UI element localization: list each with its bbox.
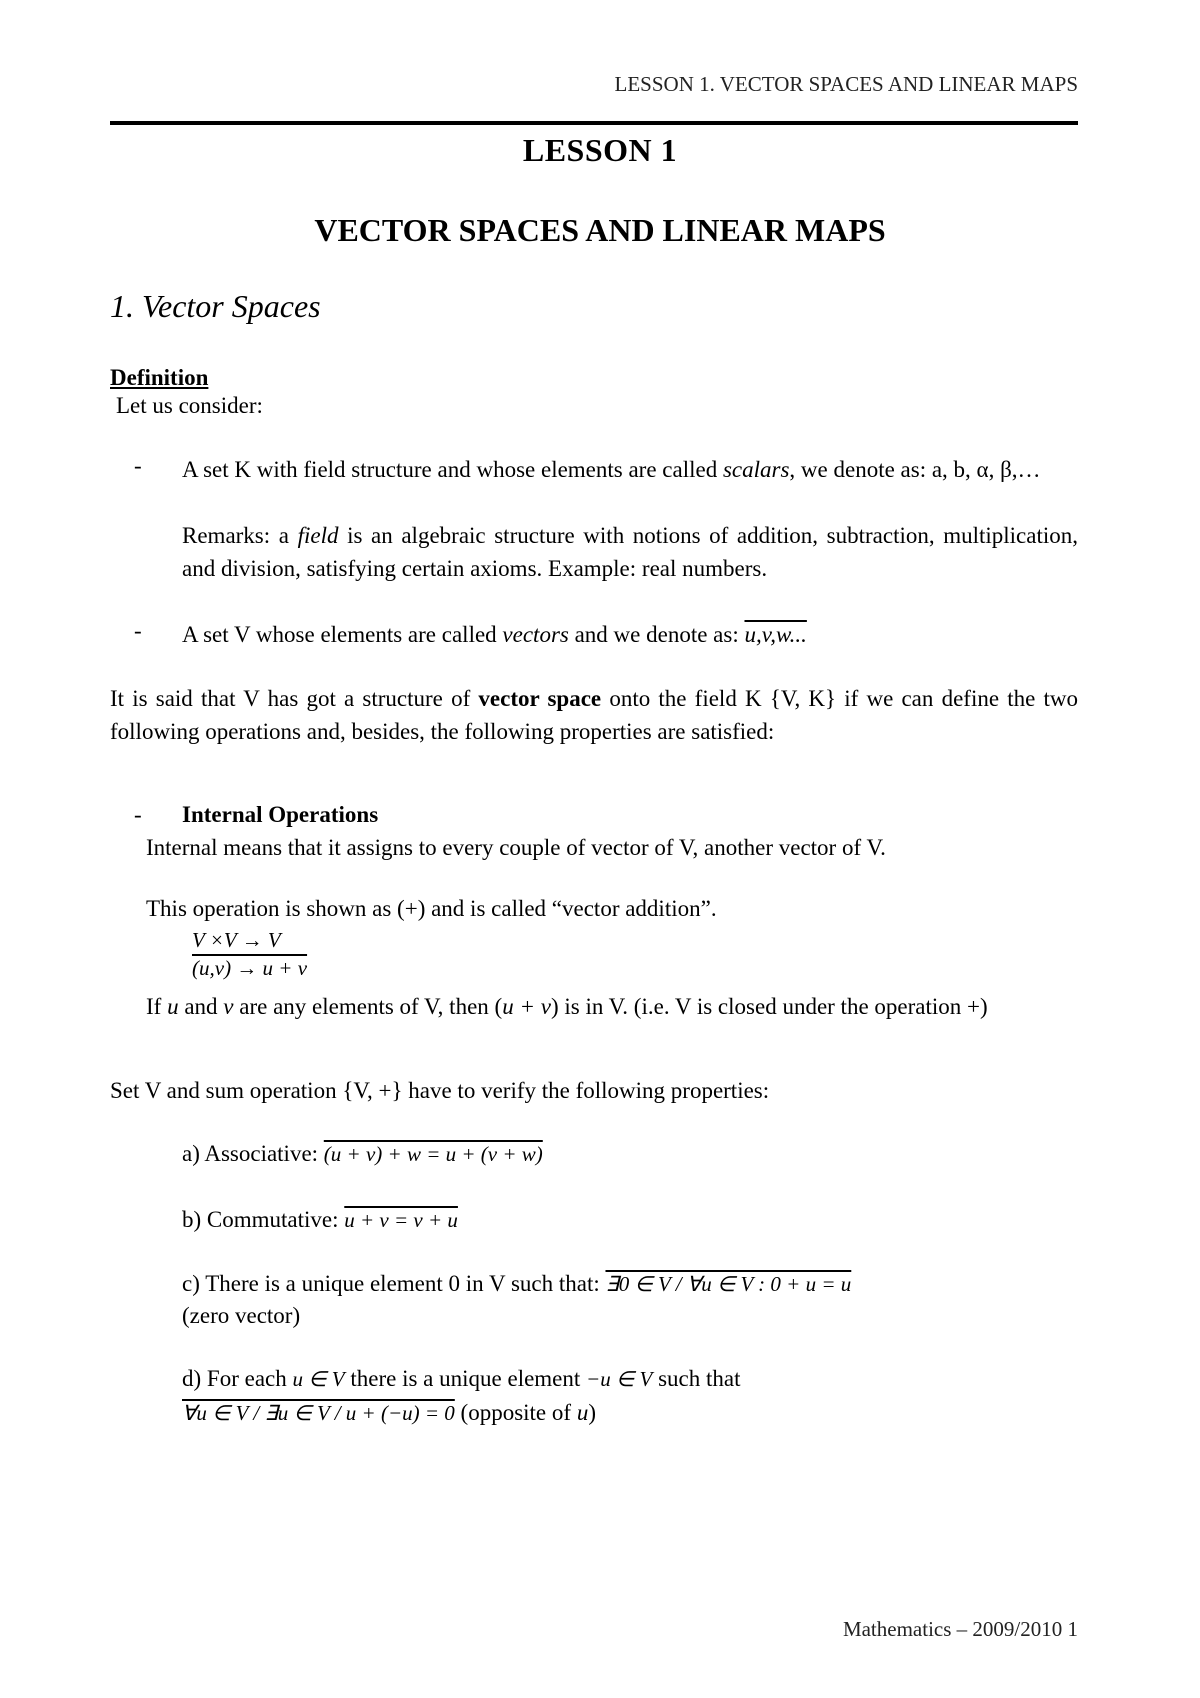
opposite-math-1: u ∈ V <box>292 1367 345 1391</box>
scalars-term: scalars <box>722 457 790 482</box>
associative-formula: (u + v) + w = u + (v + w) <box>323 1142 543 1166</box>
closure-c: are any elements of V, then ( <box>233 994 503 1019</box>
closure-uv: u + v <box>502 994 551 1019</box>
bullet2-text-a: A set V whose elements are called <box>182 622 503 647</box>
opposite-note-a: (opposite of <box>454 1400 577 1425</box>
lesson-title: LESSON 1 <box>522 132 678 168</box>
header-rule <box>110 121 1078 125</box>
page-footer: Mathematics – 2009/2010 1 <box>842 1617 1078 1641</box>
opposite-note-b: ) <box>588 1400 596 1425</box>
bullet-scalars <box>182 453 1078 486</box>
bullet2-text-b: and we denote as: <box>568 622 745 647</box>
bullet1-text-a: A set K with field structure and whose elements are called <box>182 457 723 482</box>
internal-operations-heading: Internal Operations <box>182 802 379 827</box>
closure-statement <box>146 990 1078 1023</box>
bullet1-text-b: , we denote as: a, b, α, β,… <box>789 457 1041 482</box>
closure-v: v <box>223 994 234 1019</box>
section-heading: 1. Vector Spaces <box>110 288 321 324</box>
opposite-math-2: −u ∈ V <box>586 1367 653 1391</box>
remark-field <box>182 519 1078 585</box>
running-header: LESSON 1. VECTOR SPACES AND LINEAR MAPS <box>614 72 1078 96</box>
vs-text-b: onto the field K {V, K} if we can define the two following operations and, besides, the following properties are satisfied: <box>110 686 1079 744</box>
property-opposite <box>182 1366 1078 1392</box>
closure-a: If <box>146 994 168 1019</box>
opposite-note-u: u <box>576 1400 589 1425</box>
definition-intro: Let us consider: <box>116 393 263 418</box>
vector-notation: u,v,w... <box>744 622 807 647</box>
set-sum-statement: Set V and sum operation {V, +} have to verify the following properties: <box>110 1078 770 1103</box>
bullet-marker: - <box>134 802 142 827</box>
vs-text-a: It is said that V has got a structure of <box>110 686 479 711</box>
zero-label: c) There is a unique element 0 in V such that: <box>182 1271 606 1296</box>
vectors-term: vectors <box>502 622 569 647</box>
remark-text-a: Remarks: a <box>182 523 298 548</box>
map-line-2: (u,v) → u + v <box>192 956 308 980</box>
closure-u: u <box>167 994 179 1019</box>
commutative-label: b) Commutative: <box>182 1207 345 1232</box>
opposite-formula: ∀u ∈ V / ∃u ∈ V / u + (−u) = 0 <box>182 1401 455 1425</box>
bullet-marker: - <box>134 453 142 478</box>
zero-vector-note: (zero vector) <box>182 1303 301 1328</box>
field-term: field <box>297 523 339 548</box>
closure-d: ) is in V. (i.e. V is closed under the operation +) <box>550 994 988 1019</box>
map-line-1: V ×V → V <box>192 928 281 952</box>
associative-label: a) Associative: <box>182 1141 324 1166</box>
definition-heading: Definition <box>110 365 209 390</box>
vector-space-term: vector space <box>478 686 602 711</box>
lesson-subtitle: VECTOR SPACES AND LINEAR MAPS <box>314 212 886 248</box>
commutative-formula: u + v = v + u <box>344 1208 458 1232</box>
zero-formula: ∃0 ∈ V / ∀u ∈ V : 0 + u = u <box>605 1272 852 1296</box>
opposite-text-b: there is a unique element <box>344 1366 587 1391</box>
bullet-marker: - <box>134 618 142 643</box>
closure-b: and <box>178 994 224 1019</box>
property-associative <box>182 1141 543 1167</box>
property-commutative <box>182 1207 458 1233</box>
opposite-text-a: d) For each <box>182 1366 293 1391</box>
remark-text-b: is an algebraic structure with notions of addition, subtraction, multiplication, and division, satisfying certain axioms. Example: real numbers. <box>182 523 1078 581</box>
addition-description: This operation is shown as (+) and is called “vector addition”. <box>146 896 717 921</box>
internal-description: Internal means that it assigns to every couple of vector of V, another vector of V. <box>146 835 886 860</box>
opposite-text-c: such that <box>652 1366 741 1391</box>
bullet-vectors <box>182 618 1078 651</box>
property-zero <box>182 1271 851 1297</box>
vector-space-paragraph <box>110 682 1078 748</box>
opposite-formula-line <box>182 1400 596 1426</box>
